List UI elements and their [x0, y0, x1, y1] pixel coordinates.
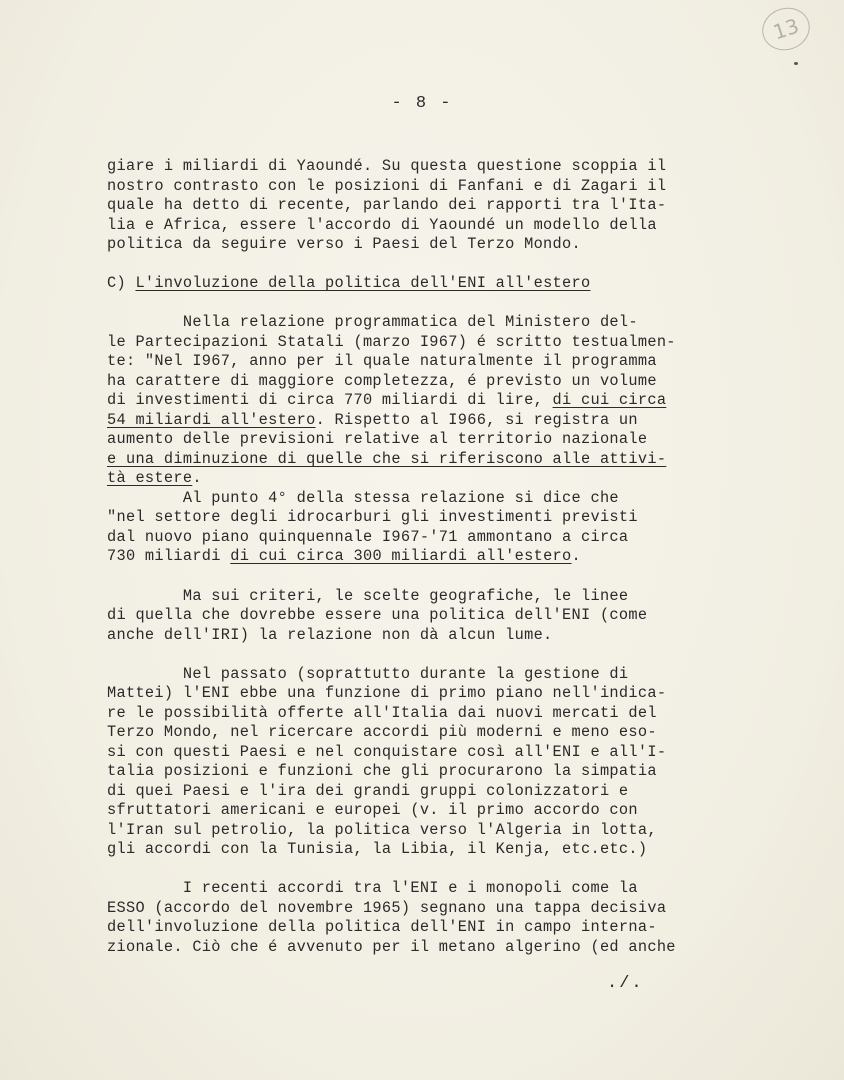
text-segment: l'Iran sul petrolio, la politica verso l'Algeria in lotta,	[107, 821, 657, 839]
text-segment: anche dell'IRI) la relazione non dà alcun lume.	[107, 626, 553, 644]
text-segment: I recenti accordi tra l'ENI e i monopoli come la	[107, 879, 638, 897]
text-segment: aumento delle previsioni relative al territorio nazionale	[107, 430, 648, 448]
text-line	[107, 821, 657, 840]
text-segment: le Partecipazioni Statali (marzo I967) é scritto testualmen-	[107, 333, 676, 351]
text-line	[107, 372, 657, 391]
text-line	[107, 489, 619, 508]
text-segment: nostro contrasto con le posizioni di Fanfani e di Zagari il	[107, 177, 667, 195]
text-line	[107, 879, 638, 898]
text-segment: . Rispetto al I966, si registra un	[315, 411, 638, 429]
text-segment: 730 miliardi	[107, 547, 231, 565]
text-segment: dell'involuzione della politica dell'ENI in campo interna-	[107, 918, 657, 936]
text-segment: dal nuovo piano quinquennale I967-'71 ammontano a circa	[107, 528, 629, 546]
underlined-text: di cui circa 300 miliardi all'estero	[230, 547, 572, 565]
text-segment: lia e Africa, essere l'accordo di Yaoundé un modello della	[107, 216, 657, 234]
text-line	[107, 235, 581, 254]
text-line	[107, 547, 581, 566]
ink-speck	[794, 62, 798, 65]
text-line	[107, 352, 657, 371]
text-line	[107, 801, 638, 820]
text-segment: di investimenti di circa 770 miliardi di lire,	[107, 391, 553, 409]
text-segment: .	[192, 469, 202, 487]
text-line	[107, 665, 628, 684]
text-segment: .	[571, 547, 582, 565]
text-line	[107, 274, 590, 293]
continuation-mark: ./.	[607, 974, 644, 993]
text-segment: Nella relazione programmatica del Ministero del-	[107, 313, 638, 331]
text-segment: di quei Paesi e l'ira dei grandi gruppi colonizzatori e	[107, 782, 629, 800]
text-line	[107, 430, 647, 449]
text-line	[107, 723, 657, 742]
text-line	[107, 528, 628, 547]
text-segment: zionale. Ciò che é avvenuto per il metano algerino (ed anche	[107, 938, 676, 956]
text-segment: te: "Nel I967, anno per il quale naturalmente il programma	[107, 352, 657, 370]
text-line	[107, 196, 666, 215]
text-line	[107, 743, 666, 762]
text-segment: Ma sui criteri, le scelte geografiche, le linee	[107, 587, 629, 605]
text-segment: ha carattere di maggiore completezza, é previsto un volume	[107, 372, 657, 390]
text-segment: gli accordi con la Tunisia, la Libia, il Kenja, etc.etc.)	[107, 840, 648, 858]
text-segment: Mattei) l'ENI ebbe una funzione di primo piano nell'indica-	[107, 684, 667, 702]
text-line	[107, 313, 638, 332]
underlined-text: e una diminuzione di quelle che si riferiscono alle attivi-	[107, 450, 667, 468]
text-segment: Terzo Mondo, nel ricercare accordi più moderni e meno eso-	[107, 723, 657, 741]
text-line	[107, 157, 666, 176]
text-line	[107, 899, 666, 918]
underlined-text: L'involuzione della politica dell'ENI all'estero	[135, 274, 591, 292]
text-line	[107, 508, 638, 527]
text-line	[107, 469, 202, 488]
text-segment: si con questi Paesi e nel conquistare così all'ENI e all'I-	[107, 743, 667, 761]
text-line	[107, 606, 647, 625]
text-line	[107, 840, 647, 859]
text-segment: quale ha detto di recente, parlando dei rapporti tra l'Ita-	[107, 196, 667, 214]
text-line	[107, 782, 628, 801]
text-segment: Al punto 4° della stessa relazione si dice che	[107, 489, 619, 507]
text-line	[107, 918, 657, 937]
text-line	[107, 587, 628, 606]
text-segment: C)	[107, 274, 136, 292]
text-line	[107, 450, 666, 469]
text-segment: ESSO (accordo del novembre 1965) segnano una tappa decisiva	[107, 899, 667, 917]
text-segment: sfruttatori americani e europei (v. il primo accordo con	[107, 801, 638, 819]
text-line	[107, 391, 666, 410]
text-line	[107, 938, 676, 957]
text-segment: di quella che dovrebbe essere una politica dell'ENI (come	[107, 606, 648, 624]
text-line	[107, 177, 666, 196]
page-number: - 8 -	[391, 94, 453, 113]
text-line	[107, 684, 666, 703]
underlined-text: 54 miliardi all'estero	[107, 411, 316, 429]
text-line	[107, 411, 638, 430]
archive-number-stamp: 13	[757, 2, 816, 57]
underlined-text: di cui circa	[552, 391, 667, 409]
text-segment: "nel settore degli idrocarburi gli investimenti previsti	[107, 508, 638, 526]
text-line	[107, 626, 553, 645]
text-segment: re le possibilità offerte all'Italia dai nuovi mercati del	[107, 704, 657, 722]
text-line	[107, 333, 676, 352]
text-segment: giare i miliardi di Yaoundé. Su questa questione scoppia il	[107, 157, 667, 175]
text-line	[107, 216, 657, 235]
text-line	[107, 762, 657, 781]
text-segment: talia posizioni e funzioni che gli procurarono la simpatia	[107, 762, 657, 780]
text-line	[107, 704, 657, 723]
underlined-text: tà estere	[107, 469, 193, 487]
text-segment: Nel passato (soprattutto durante la gestione di	[107, 665, 629, 683]
text-segment: politica da seguire verso i Paesi del Terzo Mondo.	[107, 235, 581, 253]
